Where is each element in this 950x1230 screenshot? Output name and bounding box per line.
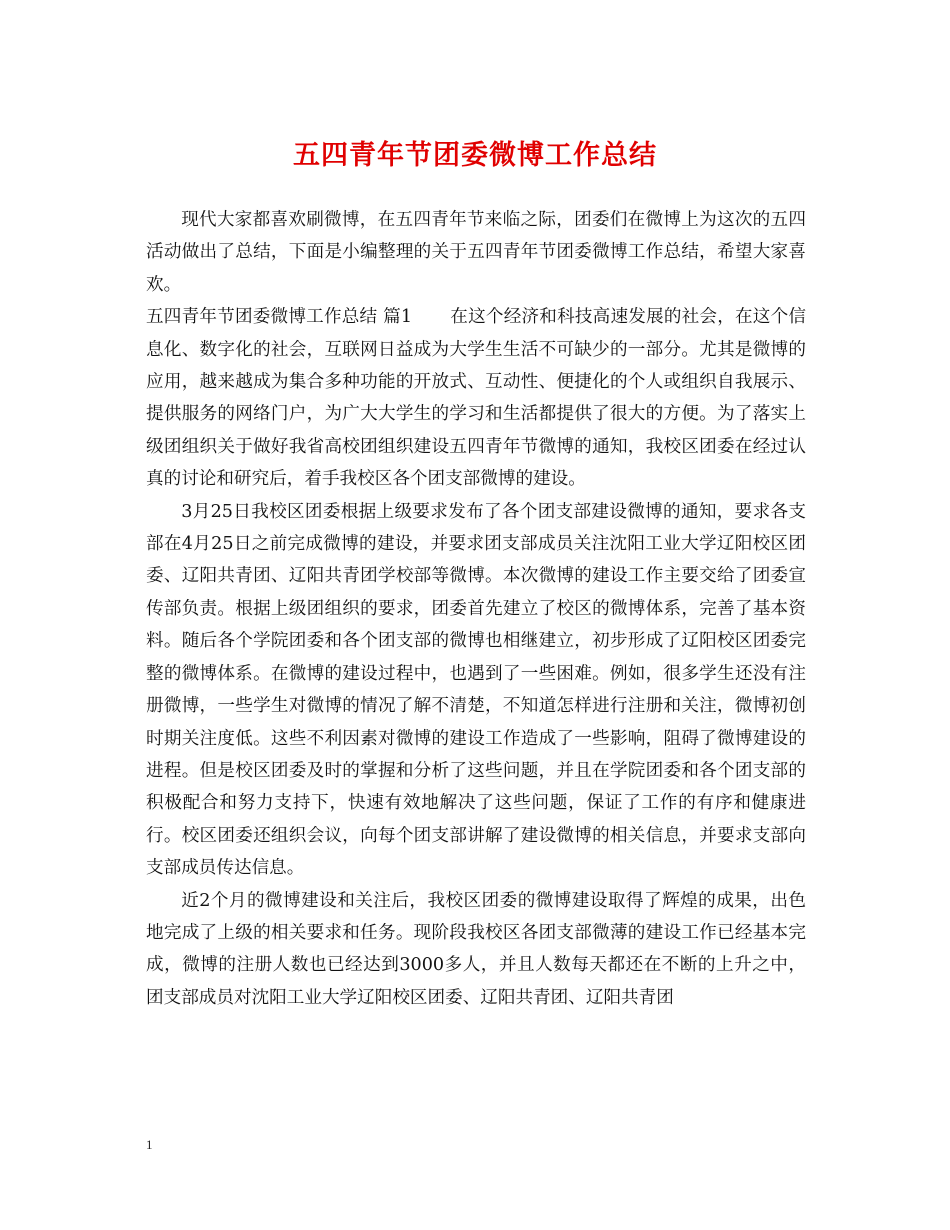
section-paragraph [146,301,806,495]
page-number: 1 [146,1137,153,1152]
paragraph-3: 近2个月的微博建设和关注后，我校区团委的微博建设取得了辉煌的成果，出色地完成了上级的相关要求和任务。现阶段我校区各团支部微薄的建设工作已经基本完成，微博的注册人数也已经达到3000多人，并且人数每天都还在不断的上升之中，团支部成员对沈阳工业大学辽阳校区团委、辽阳共青团、辽阳共青团 [146,890,806,1008]
document-title: 五四青年节团委微博工作总结 [293,140,657,171]
intro-paragraph: 现代大家都喜欢刷微博，在五四青年节来临之际，团委们在微博上为这次的五四活动做出了总结，下面是小编整理的关于五四青年节团委微博工作总结，希望大家喜欢。 [146,210,806,295]
document-body [146,204,806,1014]
paragraph-2: 3月25日我校区团委根据上级要求发布了各个团支部建设微博的通知，要求各支部在4月25日之前完成微博的建设，并要求团支部成员关注沈阳工业大学辽阳校区团委、辽阳共青团、辽阳共青团学校部等微博。本次微博的建设工作主要交给了团委宣传部负责。根据上级团组织的要求，团委首先建立了校区的微博体系，完善了基本资料。随后各个学院团委和各个团支部的微博也相继建立，初步形成了辽阳校区团委完整的微博体系。在微博的建设过程中，也遇到了一些困难。例如，很多学生还没有注册微博，一些学生对微博的情况了解不清楚，不知道怎样进行注册和关注，微博初创时期关注度低。这些不利因素对微博的建设工作造成了一些影响，阻碍了微博建设的进程。但是校区团委及时的掌握和分析了这些问题，并且在学院团委和各个团支部的积极配合和努力支持下，快速有效地解决了这些问题，保证了工作的有序和健康进行。校区团委还组织会议，向每个团支部讲解了建设微博的相关信息，并要求支部向支部成员传达信息。 [146,501,806,879]
section-first-paragraph: 在这个经济和科技高速发展的社会，在这个信息化、数字化的社会，互联网日益成为大学生生活不可缺少的一部分。尤其是微博的应用，越来越成为集合多种功能的开放式、互动性、便捷化的个人或组织自我展示、提供服务的网络门户，为广大大学生的学习和生活都提供了很大的方便。为了落实上级团组织关于做好我省高校团组织建设五四青年节微博的通知，我校区团委在经过认真的讨论和研究后，着手我校区各个团支部微博的建设。 [146,307,806,490]
section-heading: 五四青年节团委微博工作总结 篇1 [146,307,413,328]
